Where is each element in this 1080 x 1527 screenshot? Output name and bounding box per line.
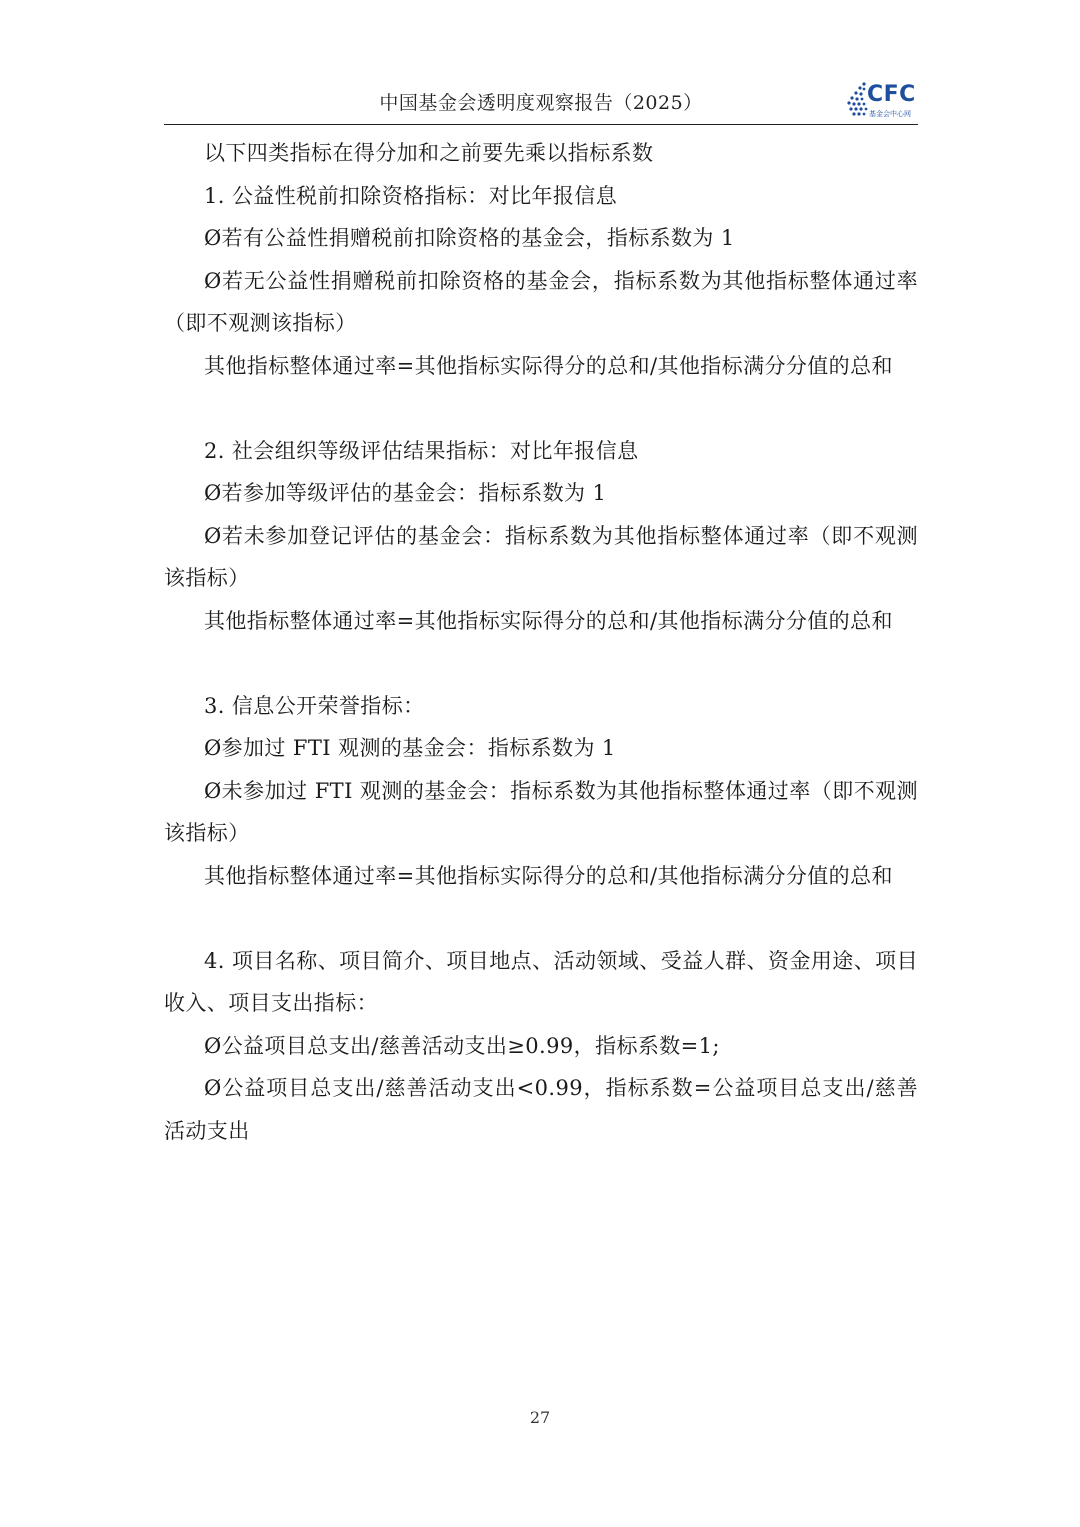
section2-formula: 其他指标整体通过率=其他指标实际得分的总和/其他指标满分分值的总和 xyxy=(204,608,893,633)
section3-heading: 3. 信息公开荣誉指标： xyxy=(204,693,425,718)
section1-rule-b: Ø若无公益性捐赠税前扣除资格的基金会，指标系数为其他指标整体通过率（即不观测该指标） xyxy=(164,268,918,335)
logo-globe-icon xyxy=(846,80,868,118)
section1-rule-a: Ø若有公益性捐赠税前扣除资格的基金会，指标系数为 1 xyxy=(204,226,735,250)
section3-rule-b: Ø未参加过 FTI 观测的基金会：指标系数为其他指标整体通过率（即不观测该指标） xyxy=(164,778,918,845)
section4-rule-a: Ø公益项目总支出/慈善活动支出≥0.99，指标系数=1; xyxy=(204,1033,720,1058)
cfc-logo xyxy=(846,78,918,120)
section3-rule-a: Ø参加过 FTI 观测的基金会：指标系数为 1 xyxy=(204,736,616,760)
section4-heading: 4. 项目名称、项目简介、项目地点、活动领域、受益人群、资金用途、项目收入、项目支出指标： xyxy=(164,948,918,1015)
logo-text: CFC xyxy=(867,82,916,107)
blank-line xyxy=(164,642,918,685)
section4-rule-b: Ø公益项目总支出/慈善活动支出<0.99，指标系数=公益项目总支出/慈善活动支出 xyxy=(164,1076,918,1143)
blank-line xyxy=(164,387,918,430)
section2-rule-b: Ø若未参加登记评估的基金会：指标系数为其他指标整体通过率（即不观测该指标） xyxy=(164,523,918,590)
document-body xyxy=(164,132,918,1152)
intro-paragraph: 以下四类指标在得分加和之前要先乘以指标系数 xyxy=(204,141,654,165)
section1-heading: 1. 公益性税前扣除资格指标：对比年报信息 xyxy=(204,183,618,208)
section2-heading: 2. 社会组织等级评估结果指标：对比年报信息 xyxy=(204,438,639,463)
section3-formula: 其他指标整体通过率=其他指标实际得分的总和/其他指标满分分值的总和 xyxy=(204,863,893,888)
page-number: 27 xyxy=(529,1408,551,1427)
section2-rule-a: Ø若参加等级评估的基金会：指标系数为 1 xyxy=(204,481,607,505)
header-title: 中国基金会透明度观察报告（2025） xyxy=(379,92,703,114)
blank-line xyxy=(164,897,918,940)
page-header xyxy=(164,76,918,125)
logo-subtext: 基金会中心网 xyxy=(869,110,911,118)
section1-formula: 其他指标整体通过率=其他指标实际得分的总和/其他指标满分分值的总和 xyxy=(204,353,893,378)
